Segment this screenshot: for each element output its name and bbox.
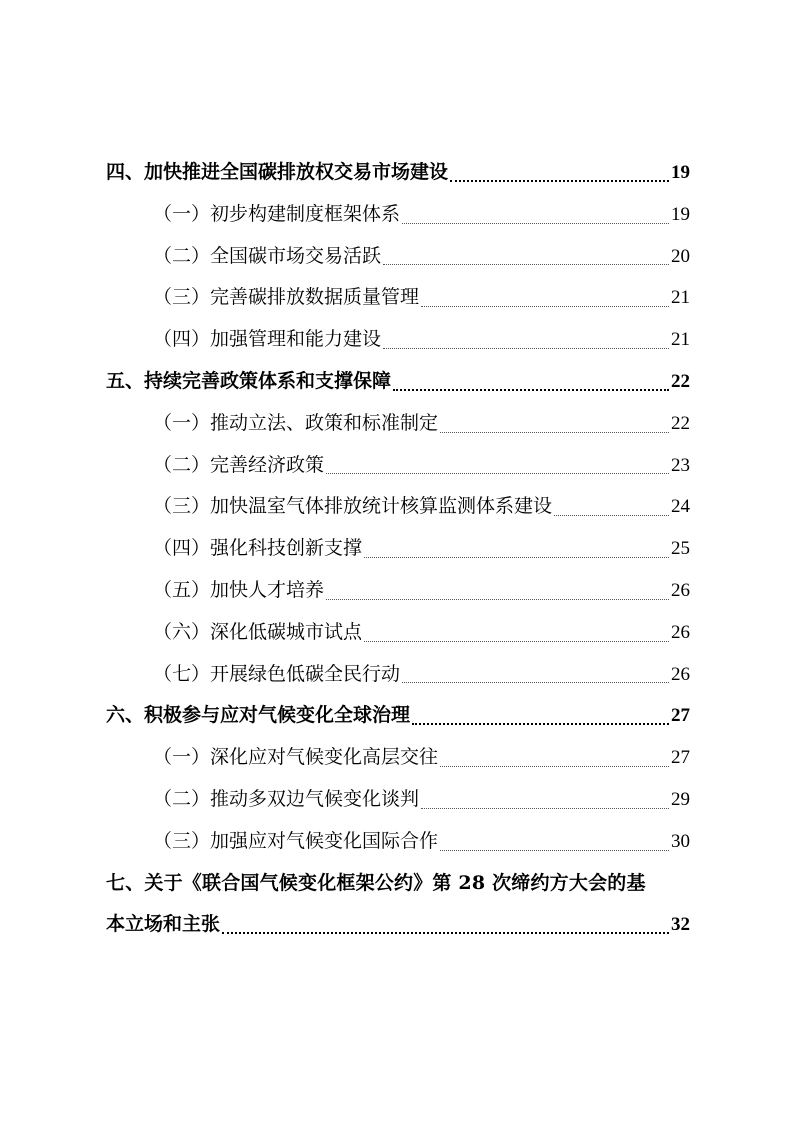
toc-page-number: 26 (671, 663, 690, 685)
toc-entry-title: （七）开展绿色低碳全民行动 (153, 662, 401, 685)
toc-page-number: 23 (671, 454, 690, 476)
toc-entry-section[interactable] (106, 821, 690, 863)
toc-entry-title: （三）完善碳排放数据质量管理 (153, 286, 420, 309)
dot-leader (402, 223, 669, 224)
toc-entry-section[interactable] (106, 737, 690, 779)
toc-entry-title: （四）强化科技创新支撑 (153, 537, 363, 560)
toc-page-number: 27 (671, 705, 690, 727)
toc-entry-title: （一）深化应对气候变化高层交往 (153, 746, 439, 769)
toc-entry-section[interactable] (106, 194, 690, 236)
toc-entry-title: （三）加强应对气候变化国际合作 (153, 829, 439, 852)
toc-entry-section[interactable] (106, 779, 690, 821)
dot-leader (450, 180, 669, 182)
dot-leader (364, 557, 669, 558)
dot-leader (421, 808, 669, 809)
dot-leader (326, 599, 669, 600)
toc-entry-section[interactable] (106, 277, 690, 319)
dot-leader (421, 306, 669, 307)
toc-entry-title: （一）初步构建制度框架体系 (153, 202, 401, 225)
dot-leader (393, 389, 669, 391)
dot-leader (402, 682, 669, 683)
toc-entry-title: （三）加快温室气体排放统计核算监测体系建设 (153, 495, 553, 518)
toc-page-number: 22 (671, 370, 690, 392)
toc-page-number: 19 (671, 162, 690, 183)
toc-page-number: 30 (671, 830, 690, 852)
dot-leader (554, 515, 669, 516)
toc-page-number: 27 (671, 747, 690, 769)
toc-entry-chapter[interactable] (106, 152, 690, 194)
toc-entry-title: （六）深化低碳城市试点 (153, 620, 363, 643)
toc-entry-section[interactable] (106, 403, 690, 445)
dot-leader (412, 723, 669, 725)
toc-page-number: 26 (671, 579, 690, 601)
toc-entry-title: （二）推动多双边气候变化谈判 (153, 787, 420, 810)
toc-page-number: 21 (671, 287, 690, 309)
toc-entry-title: 本立场和主张 (106, 913, 221, 936)
toc-entry-title: （二）完善经济政策 (153, 453, 325, 476)
toc-entry-title: 六、积极参与应对气候变化全球治理 (106, 704, 411, 727)
toc-page-number: 25 (671, 538, 690, 560)
toc-entry-section[interactable] (106, 445, 690, 487)
dot-leader (440, 432, 669, 433)
dot-leader (222, 932, 669, 934)
toc-entry-title: （二）全国碳市场交易活跃 (153, 244, 382, 267)
dot-leader (364, 641, 669, 642)
toc-entry-chapter-7-line2[interactable] (106, 904, 690, 946)
toc-entry-chapter-7-line1[interactable] (106, 863, 690, 905)
toc-entry-section[interactable] (106, 570, 690, 612)
toc-page-number: 32 (671, 914, 690, 936)
toc-page-number: 24 (671, 496, 690, 518)
toc-entry-chapter[interactable] (106, 361, 690, 403)
dot-leader (383, 348, 669, 349)
toc-page-number: 26 (671, 621, 690, 643)
toc-entry-section[interactable] (106, 236, 690, 278)
toc-entry-section[interactable] (106, 319, 690, 361)
toc-entry-chapter[interactable] (106, 695, 690, 737)
toc-entry-title: （五）加快人才培养 (153, 578, 325, 601)
toc-entry-section[interactable] (106, 528, 690, 570)
toc-entry-title: （四）加强管理和能力建设 (153, 328, 382, 351)
toc-entry-section[interactable] (106, 654, 690, 696)
toc-entry-section[interactable] (106, 486, 690, 528)
toc-entry-section[interactable] (106, 612, 690, 654)
toc-entry-title: 五、持续完善政策体系和支撑保障 (106, 369, 392, 392)
dot-leader (383, 264, 669, 265)
table-of-contents (106, 152, 690, 946)
dot-leader (440, 766, 669, 767)
toc-entry-title: 七、关于《联合国气候变化框架公约》第 28 次缔约方大会的基 (106, 871, 646, 894)
dot-leader (326, 473, 669, 474)
toc-page-number: 21 (671, 329, 690, 351)
toc-entry-title: 四、加快推进全国碳排放权交易市场建设 (106, 161, 449, 183)
dot-leader (440, 850, 669, 851)
toc-page-number: 22 (671, 412, 690, 434)
toc-page-number: 29 (671, 788, 690, 810)
toc-entry-title: （一）推动立法、政策和标准制定 (153, 411, 439, 434)
toc-page-number: 20 (671, 245, 690, 267)
toc-page-number: 19 (671, 203, 690, 225)
